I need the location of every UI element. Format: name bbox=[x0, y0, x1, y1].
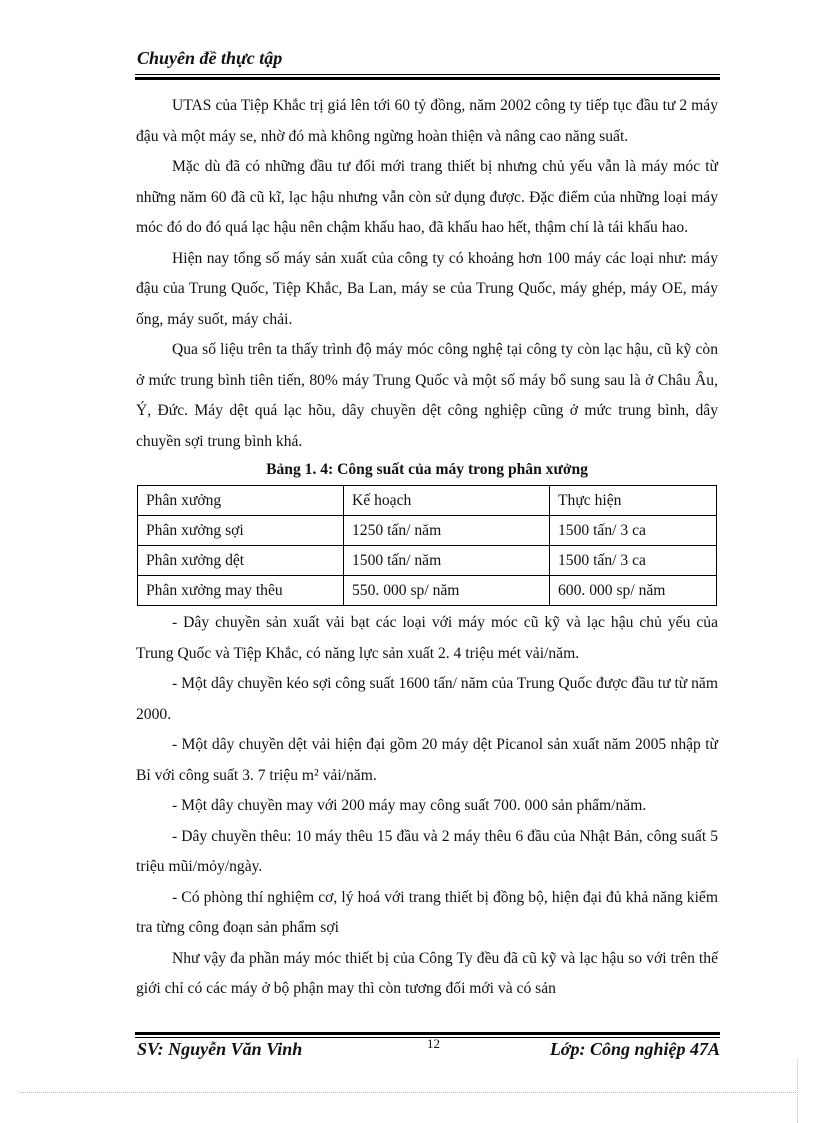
bullet-item: - Một dây chuyền kéo sợi công suất 1600 tấn/ năm của Trung Quốc được đầu tư từ năm 2000. bbox=[136, 675, 718, 723]
closing-paragraph: Như vậy đa phần máy móc thiết bị của Công Ty đều đã cũ kỹ và lạc hậu so với trên thế giới chỉ có các máy ở bộ phận may thì còn tương đối mới và có sản bbox=[136, 949, 718, 997]
paragraph: Qua số liệu trên ta thấy trình độ máy móc công nghệ tại công ty còn lạc hậu, cũ kỹ còn ở mức trung bình tiên tiến, 80% máy Trung Quốc và một số máy bổ sung sau là ở Châu Âu, Ý, Đức. Máy dệt quá lạc hõu, dây chuyền dệt công nghiệp cũng ở mức trung bình, dây chuyền sợi trung bình khá. bbox=[136, 341, 718, 450]
table-cell: Phân xưởng may thêu bbox=[138, 576, 344, 606]
table-header-cell: Thực hiện bbox=[550, 486, 717, 516]
bullet-item: - Dây chuyền sản xuất vải bạt các loại với máy móc cũ kỹ và lạc hậu chủ yếu của Trung Quốc và Tiệp Khắc, có năng lực sản xuất 2. 4 triệu mét vải/năm. bbox=[136, 614, 718, 662]
table-cell: 550. 000 sp/ năm bbox=[344, 576, 550, 606]
table-header-cell: Kế hoạch bbox=[344, 486, 550, 516]
table-cell: 1500 tấn/ năm bbox=[344, 546, 550, 576]
paragraph: Mặc dù đã có những đầu tư đổi mới trang thiết bị nhưng chủ yếu vẫn là máy móc từ những năm 60 đã cũ kĩ, lạc hậu nhưng vẫn còn sử dụng được. Đặc điểm của những loại máy móc đó do đó quá lạc hậu nên chậm khấu hao, đã khấu hao hết, thậm chí là tái khấu hao. bbox=[136, 158, 718, 236]
bullet-item: - Dây chuyền thêu: 10 máy thêu 15 đầu và 2 máy thêu 6 đầu của Nhật Bản, công suất 5 triệu mũi/mỏy/ngày. bbox=[136, 827, 718, 875]
bullet-item: - Một dây chuyền dệt vải hiện đại gồm 20 máy dệt Picanol sản xuất năm 2005 nhập từ Bỉ với công suất 3. 7 triệu m² vải/năm. bbox=[136, 736, 718, 784]
table-cell: 1250 tấn/ năm bbox=[344, 516, 550, 546]
table-cell: Phân xưởng sợi bbox=[138, 516, 344, 546]
page-number: 12 bbox=[427, 1036, 440, 1051]
table-caption: Bảng 1. 4: Công suất của máy trong phân xưởng bbox=[266, 461, 588, 478]
table-header-row bbox=[138, 486, 717, 516]
page-header-title: Chuyên đề thực tập bbox=[137, 48, 283, 68]
table-cell: Phân xưởng dệt bbox=[138, 546, 344, 576]
table-row bbox=[138, 546, 717, 576]
footer-rule-thick bbox=[135, 1032, 720, 1035]
table-cell: 1500 tấn/ 3 ca bbox=[550, 546, 717, 576]
table-row bbox=[138, 576, 717, 606]
header-rule-thick bbox=[135, 77, 720, 80]
paragraph: Hiện nay tổng số máy sản xuất của công ty có khoảng hơn 100 máy các loại như: máy đậu của Trung Quốc, Tiệp Khắc, Ba Lan, máy se của Trung Quốc, máy ghép, máy OE, máy ống, máy suốt, máy chải. bbox=[136, 249, 718, 328]
page-boundary-corner bbox=[797, 1060, 798, 1123]
footer-student-name: SV: Nguyễn Văn Vinh bbox=[137, 1039, 303, 1059]
paragraph: UTAS của Tiệp Khắc trị giá lên tới 60 tỷ đồng, năm 2002 công ty tiếp tục đầu tư 2 máy đậu và một máy se, nhờ đó mà không ngừng hoàn thiện và nâng cao năng suất. bbox=[136, 97, 718, 145]
page-body bbox=[136, 91, 718, 1005]
capacity-table bbox=[137, 485, 717, 606]
bullet-item: - Một dây chuyền may với 200 máy may công suất 700. 000 sản phẩm/năm. bbox=[172, 797, 647, 814]
table-header-cell: Phân xưởng bbox=[138, 486, 344, 516]
table-cell: 1500 tấn/ 3 ca bbox=[550, 516, 717, 546]
page-boundary-line bbox=[20, 1092, 796, 1093]
footer-class-name: Lớp: Công nghiệp 47A bbox=[549, 1039, 720, 1059]
bullet-item: - Có phòng thí nghiệm cơ, lý hoá với trang thiết bị đồng bộ, hiện đại đủ khả năng kiểm tra từng công đoạn sản phẩm sợi bbox=[136, 888, 718, 936]
table-cell: 600. 000 sp/ năm bbox=[550, 576, 717, 606]
table-row bbox=[138, 516, 717, 546]
header-rule-thin bbox=[135, 74, 720, 75]
